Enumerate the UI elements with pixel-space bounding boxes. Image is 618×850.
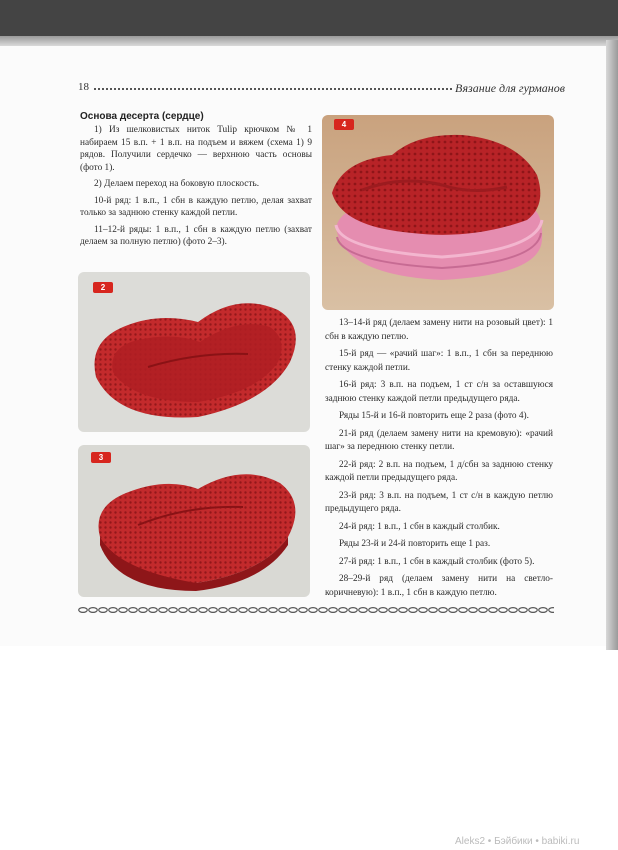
paragraph: 16-й ряд: 3 в.п. на подъем, 1 ст с/н за оставшуюся заднюю стенку каждой петли предыдущего ряда. — [325, 380, 553, 404]
paragraph: 11–12-й ряды: 1 в.п., 1 сбн в каждую петлю (захват делаем за полную петлю) (фото 2–3). — [80, 224, 312, 247]
paragraph: 23-й ряд: 3 в.п. на подъем, 1 ст с/н в каждую петлю предыдущего ряда. — [325, 490, 553, 514]
photo-3-number-badge: 3 — [91, 452, 111, 463]
running-title: Вязание для гурманов — [455, 81, 565, 95]
paragraph: 15-й ряд — «рачий шаг»: 1 в.п., 1 сбн за переднюю стенку каждой петли. — [325, 349, 553, 373]
decorative-chain-rule — [78, 606, 554, 614]
paragraph: 24-й ряд: 1 в.п., 1 сбн в каждый столбик. — [339, 521, 500, 532]
paragraph: 10-й ряд: 1 в.п., 1 сбн в каждую петлю, делая захват только за заднюю стенку каждой петли. — [80, 195, 312, 218]
photo-4-number-badge: 4 — [334, 119, 354, 130]
page-number: 18 — [78, 81, 89, 93]
paragraph: 28–29-й ряд (делаем замену нити на светло-коричневую): 1 в.п., 1 сбн в каждую петлю. — [325, 574, 553, 598]
paragraph: 22-й ряд: 2 в.п. на подъем, 1 д/сбн за заднюю стенку каждой петли предыдущего ряда. — [325, 459, 553, 483]
photo-4 — [322, 115, 554, 310]
paragraph: 13–14-й ряд (делаем замену нити на розовый цвет): 1 сбн в каждую петлю. — [325, 318, 553, 342]
paragraph: Ряды 23-й и 24-й повторить еще 1 раз. — [339, 539, 491, 549]
paragraph: 27-й ряд: 1 в.п., 1 сбн в каждый столбик (фото 5). — [339, 556, 535, 567]
photo-2-number-badge: 2 — [93, 282, 113, 293]
photo-3-image — [78, 445, 310, 597]
paragraph: 1) Из шелковистых ниток Tulip крючком № 1 набираем 15 в.п. + 1 в.п. на подъем и вяжем (схема 1) 9 рядов. Получили сердечко — верхнюю часть основы (фото 1). — [80, 125, 312, 173]
paragraph: Ряды 15-й и 16-й повторить еще 2 раза (фото 4). — [339, 411, 529, 421]
photo-2 — [78, 272, 310, 432]
right-column — [325, 317, 553, 604]
left-column — [80, 124, 312, 253]
paragraph: 21-й ряд (делаем замену нити на кремовую): «рачий шаг» за переднюю стенку петли. — [325, 428, 553, 452]
site-watermark: Aleks2 • Бэйбики • babiki.ru — [455, 836, 580, 847]
header-dotted-rule — [94, 88, 452, 90]
photo-3 — [78, 445, 310, 597]
paragraph: 2) Делаем переход на боковую плоскость. — [94, 179, 260, 189]
page-edge — [606, 40, 618, 650]
photo-4-image — [322, 115, 554, 310]
section-title: Основа десерта (сердце) — [80, 111, 204, 122]
photo-2-image — [78, 272, 310, 432]
